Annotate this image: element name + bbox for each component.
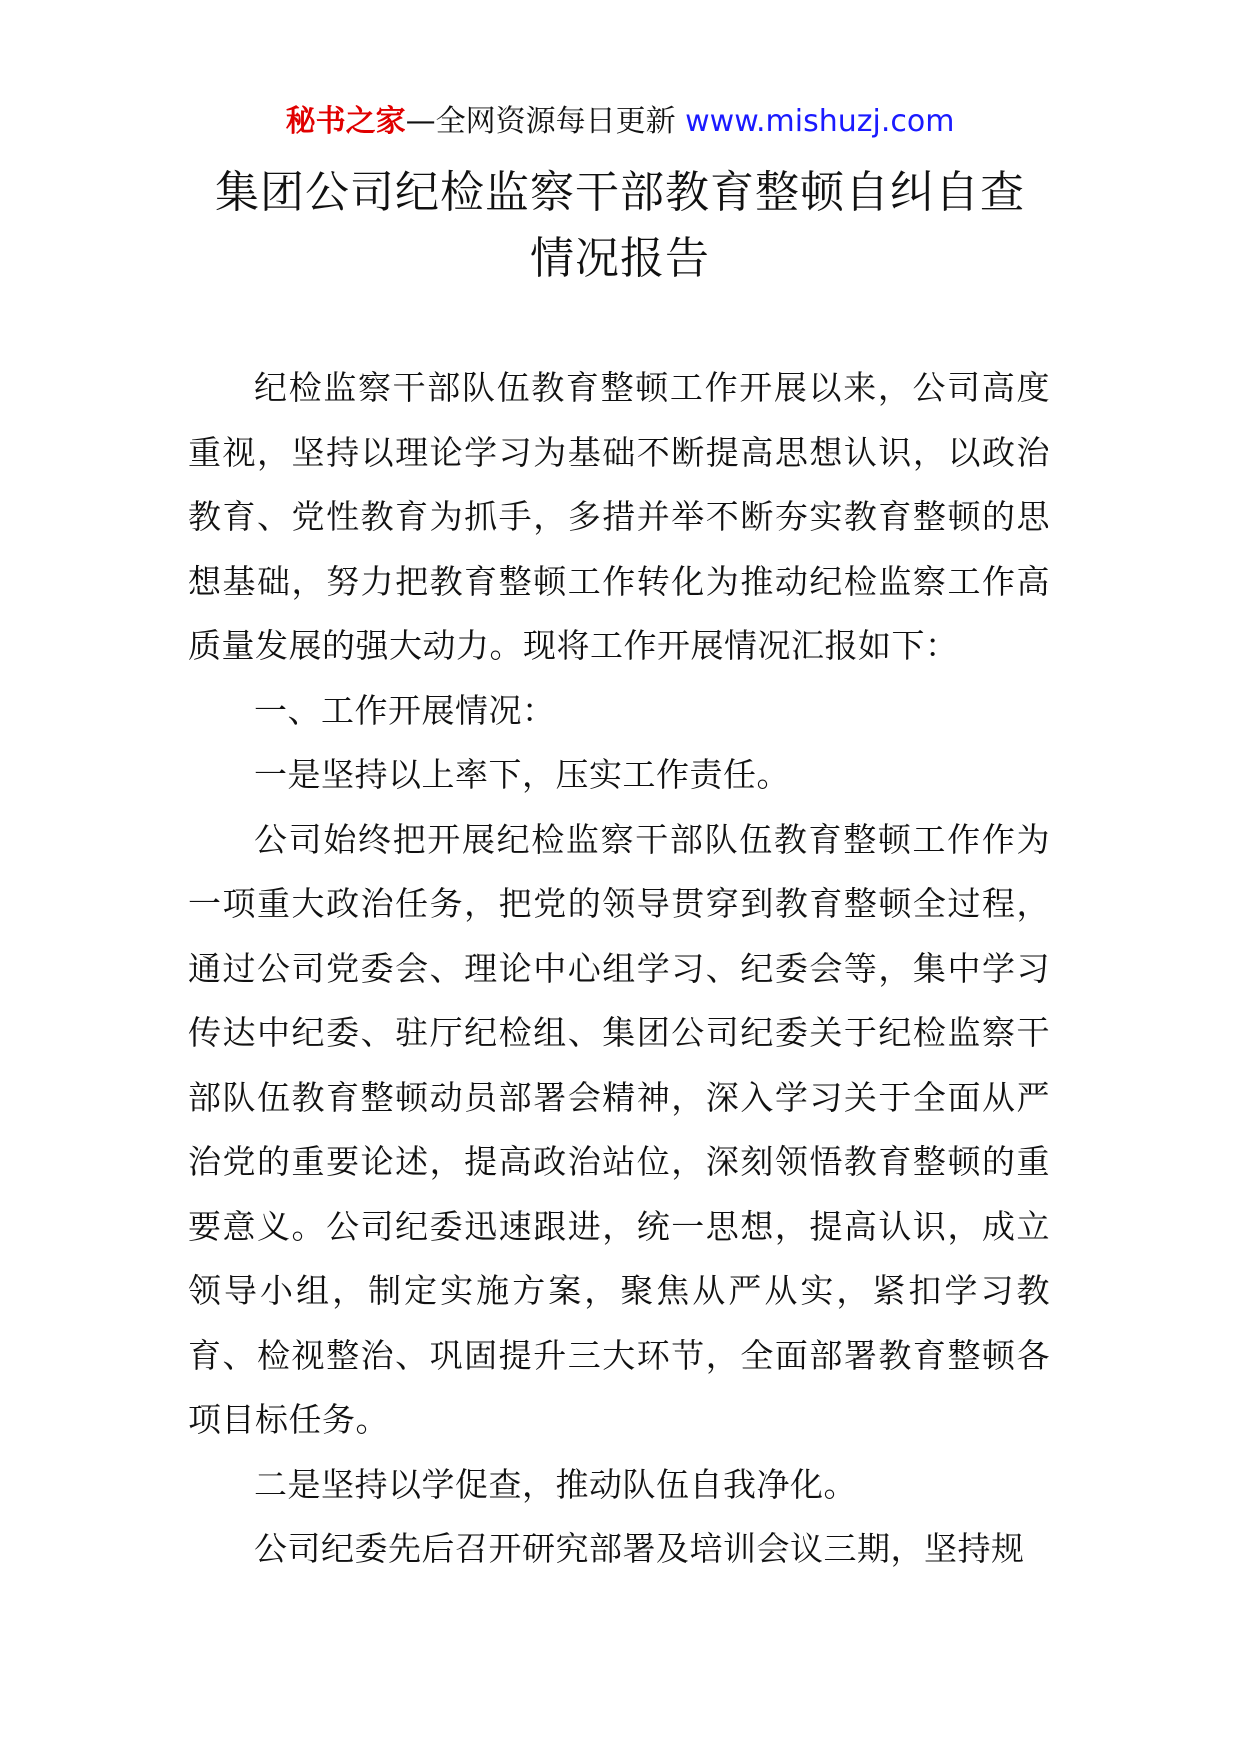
document-title xyxy=(190,160,1050,292)
header-slogan: —全网资源每日更新 xyxy=(405,104,676,139)
point-heading-1: 一是坚持以上率下，压实工作责任。 xyxy=(254,755,790,794)
intro-paragraph: 纪检监察干部队伍教育整顿工作开展以来，公司高度重视，坚持以理论学习为基础不断提高思想认识，以政治教育、党性教育为抓手，多措并举不断夯实教育整顿的思想基础，努力把教育整顿工作转化为推动纪检监察工作高质量发展的强大动力。现将工作开展情况汇报如下： xyxy=(188,368,1050,665)
brand-name: 秘书之家 xyxy=(285,104,406,139)
watermark-header xyxy=(0,100,1240,144)
section-heading: 一、工作开展情况： xyxy=(254,690,556,730)
title-line-1: 集团公司纪检监察干部教育整顿自纠自查 xyxy=(215,167,1025,218)
document-body xyxy=(188,356,1050,1582)
website-link[interactable]: www.mishuzj.com xyxy=(685,104,955,139)
title-line-2: 情况报告 xyxy=(530,233,710,284)
point-paragraph-1: 公司始终把开展纪检监察干部队伍教育整顿工作作为一项重大政治任务，把党的领导贯穿到教育整顿全过程，通过公司党委会、理论中心组学习、纪委会等，集中学习传达中纪委、驻厅纪检组、集团公司纪委关于纪检监察干部队伍教育整顿动员部署会精神，深入学习关于全面从严治党的重要论述，提高政治站位，深刻领悟教育整顿的重要意义。公司纪委迅速跟进，统一思想，提高认识，成立领导小组，制定实施方案，聚焦从严从实，紧扣学习教育、检视整治、巩固提升三大环节，全面部署教育整顿各项目标任务。 xyxy=(188,819,1050,1439)
point-heading-2: 二是坚持以学促查，推动队伍自我净化。 xyxy=(254,1464,857,1504)
point-paragraph-2: 公司纪委先后召开研究部署及培训会议三期，坚持规 xyxy=(254,1529,1025,1568)
